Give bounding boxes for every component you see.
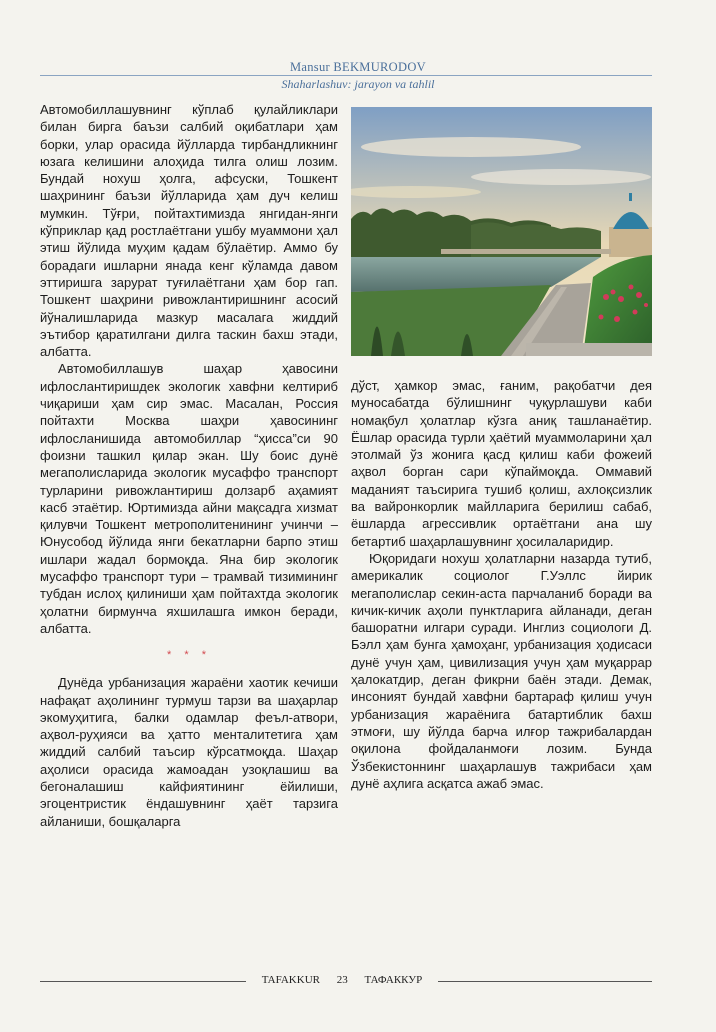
cloud xyxy=(361,137,581,157)
paragraph: Автомобиллашувнинг кўплаб қулайликлари билан бирга баъзи салбий оқибатлари ҳам борки, улар орасида йўлларда тирбандликнинг юзага келишини алоҳида тилга олиш лозим. Бундай нохуш ҳолга, афсуски, Тошкент шаҳрининг баъзи йўлларида ҳам дуч келиш мумкин. Тўғри, пойтахтимизда янгидан-янги кўприклар қад ростлаётгани ушбу муаммони ҳал этиш йўлида муҳим қадам бўлаётир. Аммо бу борадаги ишларни янада кенг кўламда давом эттиришга зарурат туғилаётгани ҳам бор гап. Тошкент шаҳрини ривожлантиришнинг асосий йўналишларида мазкур масалага жиддий эътибор қаратилгани дилга таскин бахш этади, албатта. xyxy=(40,102,338,360)
footer xyxy=(246,974,438,986)
footer-magazine-cyrillic: ТАФАККУР xyxy=(364,974,423,986)
paragraph: Юқоридаги нохуш ҳолатларни назарда тутиб, америкалик социолог Г.Уэллс йирик мегаполислар секин-аста парчаланиб боради ва кичик-кичик аҳоли пунктларига айланади, деган башоратни илгари суради. Инглиз социологи Д. Бэлл ҳам бунга ҳамоҳанг, урбанизация ҳодисаси дунё учун ҳам, цивилизация учун ҳам муқаррар ҳалокатдир, деган фикрни баён этади. Демак, инсоният бундай хавфни бартараф қилиш учун урбанизация жараёнига батартиблик бахш этмоғи, шу йўлда барча илғор тажрибалардан оқилона фойдаланмоғи лозим. Бунда Ўзбекистоннинг шаҳарлашув тажрибаси ҳам дунё аҳлига асқатса ажаб эмас. xyxy=(351,550,652,791)
paragraph: дўст, ҳамкор эмас, ғаним, рақобатчи дея муносабатда бўлишнинг чуқурлашуви каби номақбул ҳолатлар кўзга аниқ ташланаётир. Ёшлар орасида турли ҳаётий муаммоларини ҳал этолмай ўз жонига қасд қилиш каби фожеий аҳвол борган сари кўпаймоқда. Оммавий маданият таъсирига тушиб қолиш, ахлоқсизлик ва вайронкорлик майлларига берилиш сабаб, ёшларда агрессивлик ортаётгани ана шу бетартиб шаҳарлашувнинг ҳосилаларидир. xyxy=(351,378,652,549)
paragraph: Дунёда урбанизация жараёни хаотик кечиши нафақат аҳолининг турмуш тарзи ва шаҳарлар экомуҳитига, балки одамлар феъл-атвори, аҳвол-руҳияси ва ҳатто менталитетига ҳам жиддий салбий таъсир кўрсатмоқда. Шаҳар аҳолиси орасида жамоадан узоқлашиш ва бегоналашиш кайфиятининг ёйилиши, эгоцентристик ёндашувнинг ҳаёт тарзига айланиши, бошқаларга xyxy=(40,675,338,829)
running-header-subtitle: Shaharlashuv: jarayon va tahlil xyxy=(281,77,435,91)
running-header-author: Mansur BEKMURODOV xyxy=(289,60,426,74)
page-number: 23 xyxy=(336,974,348,986)
paragraph: Автомобиллашув шаҳар ҳавосини ифлослантиришдек экологик хавфни келтириб чиқариши ҳам сир эмас. Масалан, Россия пойтахти Москва шаҳри ҳавосининг ифлосланишида автомобиллар “ҳисса”си 90 фоизни ташкил қилар экан. Шу боис дунё мегаполисларида экологик мусаффо транспорт турларини ривожлантириш долзарб аҳамият касб этаётир. Юртимизда айни мақсадга хизмат қилувчи Тошкент метрополитенининг учинчи – Юнусобод йўлида янги бекатларни барпо этиш ишлари жадал бормоқда. Яна бир экологик мусаффо транспорт тури – трамвай тизимининг тубдан ислоҳ қилиниши ҳам пойтахтда экологик ҳолатни бирмунча яхшилашга имкон беради, албатта. xyxy=(40,361,338,636)
section-separator: * * * xyxy=(167,649,211,662)
bridge xyxy=(441,249,611,254)
footer-rule-right xyxy=(438,981,652,982)
right-column xyxy=(351,377,652,847)
city-park-photo xyxy=(351,107,652,356)
footer-magazine-latin: TAFAKKUR xyxy=(261,974,320,986)
header-rule xyxy=(40,75,652,76)
left-column xyxy=(40,101,338,851)
building xyxy=(609,227,652,257)
cloud xyxy=(471,169,651,185)
dome-spire xyxy=(629,193,632,201)
stone-wall xyxy=(526,343,652,356)
footer-rule-left xyxy=(40,981,246,982)
